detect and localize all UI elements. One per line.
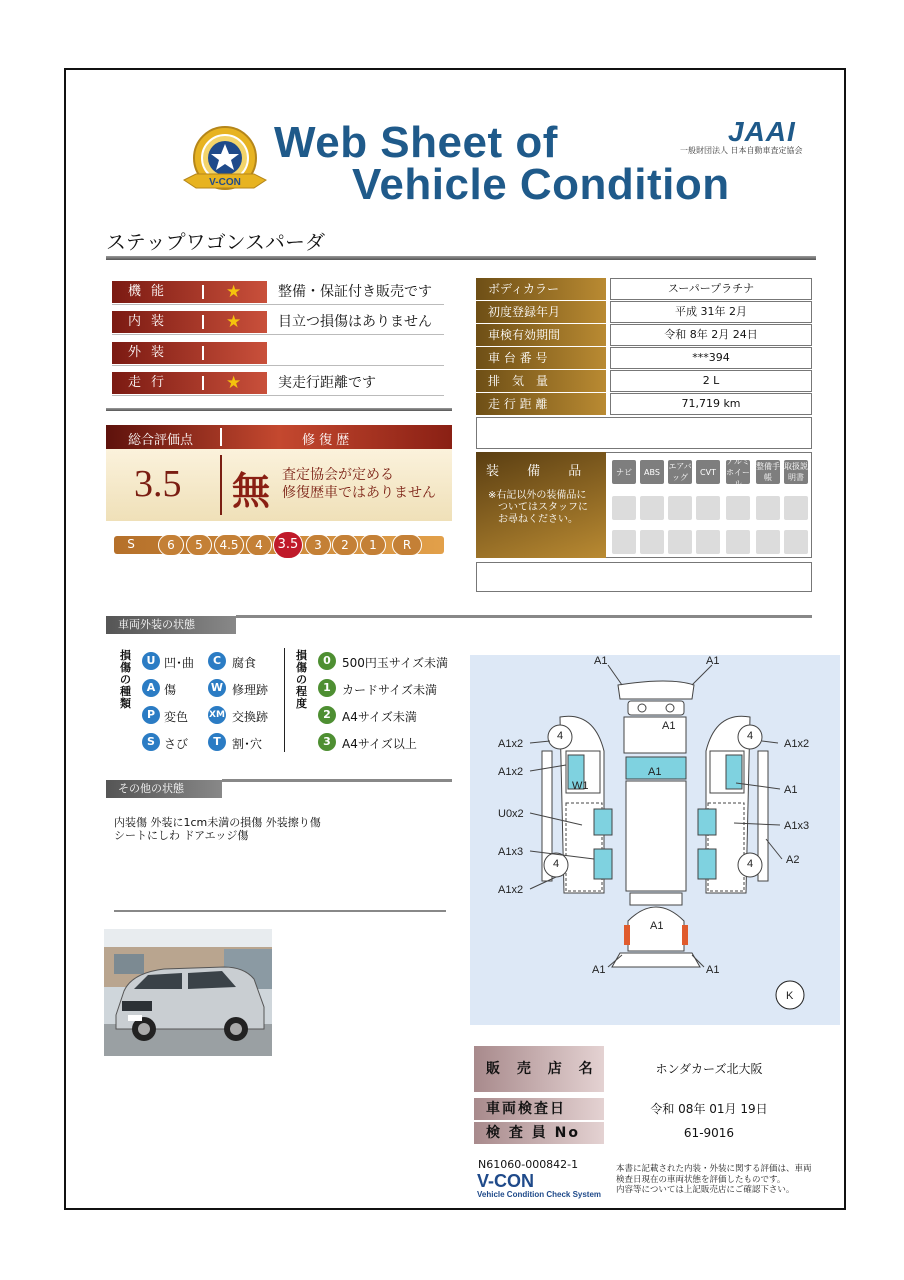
other-condition-line2: シートにしわ ドアエッジ傷 — [114, 829, 249, 842]
svg-text:4: 4 — [746, 730, 754, 742]
vcon-logo: V-CON — [477, 1171, 535, 1191]
function-row — [112, 281, 444, 303]
code-c: C — [208, 652, 226, 670]
info-row — [476, 393, 812, 415]
overall-score: 3.5 — [134, 463, 182, 505]
code-u: U — [142, 652, 160, 670]
star-icon: ★ — [226, 312, 242, 332]
mileage-text: 実走行距離です — [278, 375, 376, 391]
code-a: A — [142, 679, 160, 697]
chassis-value: ***394 — [610, 347, 812, 369]
other-condition-line1: 内装傷 外装に1cm未満の損傷 外装擦り傷 — [114, 816, 321, 829]
shop-value: ホンダカーズ北大阪 — [606, 1046, 812, 1092]
divider — [106, 256, 816, 260]
diag-a1-bottom-right: A1 — [706, 964, 720, 976]
info-row — [476, 324, 812, 346]
inspection-value: 令和 8年 2月 24日 — [610, 324, 812, 346]
repair-mark: 無 — [232, 468, 271, 513]
inspect-date-value: 令和 08年 01月 19日 — [606, 1098, 812, 1120]
code-s: S — [142, 733, 160, 751]
blank-box — [476, 562, 812, 592]
diag-a1-top-right: A1 — [706, 655, 720, 667]
damage-diagram — [470, 655, 840, 1025]
mileage-info-value: 71,719 km — [610, 393, 812, 415]
equip-alloy: アルミホイール — [726, 456, 750, 488]
inspect-date-row — [474, 1098, 812, 1120]
evaluation-header — [106, 425, 452, 449]
damage-type-label: 損傷の種類 — [120, 649, 131, 710]
diag-w1: W1 — [572, 780, 589, 792]
scale-item: 6 — [158, 534, 184, 556]
sheet-title-line1: Web Sheet of — [274, 118, 558, 167]
equip-manual-book: 整備手帳 — [756, 462, 780, 482]
diag-a1x2-left-mid: A1x2 — [498, 766, 524, 778]
scale-item: 5 — [186, 534, 212, 556]
repair-text: 査定協会が定める 修復歴車ではありません — [282, 467, 436, 501]
inspector-row — [474, 1122, 812, 1144]
diag-a1-hood: A1 — [662, 720, 676, 732]
mileage-label: 走行 — [112, 372, 267, 394]
exterior-row — [112, 342, 444, 364]
damage-degree-label: 損傷の程度 — [296, 649, 307, 710]
diag-a1-bottom-left: A1 — [592, 964, 606, 976]
equipment-title: 装 備 品 — [486, 464, 594, 479]
shop-row — [474, 1046, 812, 1092]
svg-text:4: 4 — [556, 730, 564, 742]
diag-a1x2-left-front: A1x2 — [498, 738, 524, 750]
diag-u0x2-left: U0x2 — [498, 808, 524, 820]
diag-a1x2-left-rear: A1x2 — [498, 884, 524, 896]
diag-a2-right: A2 — [786, 854, 800, 866]
degree-2: 2 — [318, 706, 336, 724]
scale-item: S — [127, 537, 135, 551]
inspection-label: 車検有効期間 — [476, 324, 606, 346]
inspector-value: 61-9016 — [606, 1122, 812, 1144]
scale-item: 4.5 — [214, 534, 244, 556]
equipment-note: ※右記以外の装備品に ついてはスタッフに お尋ねください。 — [488, 490, 588, 525]
body-color-value: スーパープラチナ — [610, 278, 812, 300]
exterior-label: 外装 — [112, 342, 267, 364]
first-reg-value: 平成 31年 2月 — [610, 301, 812, 323]
sheet-title-line2: Vehicle Condition — [352, 160, 730, 209]
exterior-section-header: 車両外装の状態 — [106, 616, 236, 634]
code-w: W — [208, 679, 226, 697]
degree-1: 1 — [318, 679, 336, 697]
code-t: T — [208, 733, 226, 751]
org-name: 一般財団法人 日本自動車査定協会 — [680, 146, 803, 155]
first-reg-label: 初度登録年月 — [476, 301, 606, 323]
info-row — [476, 370, 812, 392]
repair-header: 修 復 歴 — [302, 433, 350, 448]
info-row — [476, 301, 812, 323]
mileage-info-label: 走 行 距 離 — [476, 393, 606, 415]
displacement-label: 排 気 量 — [476, 370, 606, 392]
score-header: 総合評価点 — [128, 433, 194, 448]
diag-a1x2-right-front: A1x2 — [784, 738, 810, 750]
interior-label: 内装 — [112, 311, 267, 333]
diag-a1x3-left: A1x3 — [498, 846, 524, 858]
info-row — [476, 278, 812, 300]
chassis-label: 車 台 番 号 — [476, 347, 606, 369]
inspect-date-label: 車両検査日 — [474, 1098, 604, 1120]
degree-3: 3 — [318, 733, 336, 751]
vehicle-name: ステップワゴンスパーダ — [106, 230, 325, 254]
equip-abs: ABS — [640, 460, 664, 484]
diag-a1-rear: A1 — [650, 920, 664, 932]
star-icon: ★ — [226, 373, 242, 393]
interior-row — [112, 311, 444, 333]
displacement-value: 2 L — [610, 370, 812, 392]
star-icon: ★ — [226, 282, 242, 302]
diag-a1-top-left: A1 — [594, 655, 608, 667]
diag-a1-right-mid: A1 — [784, 784, 798, 796]
code-xm: XM — [208, 706, 226, 724]
inspector-label: 検 査 員 No — [474, 1122, 604, 1144]
scale-item: 1 — [360, 534, 386, 556]
scale-item: 3 — [305, 534, 331, 556]
blank-box — [476, 417, 812, 449]
svg-text:4: 4 — [746, 858, 754, 870]
other-section-header: その他の状態 — [106, 780, 222, 798]
scale-item: 2 — [332, 534, 358, 556]
shop-label: 販 売 店 名 — [474, 1046, 604, 1092]
diag-k: K — [786, 990, 794, 1002]
function-text: 整備・保証付き販売です — [278, 284, 432, 300]
jaai-seal-icon — [176, 124, 274, 202]
function-label: 機能 — [112, 281, 267, 303]
jaai-logo: JAAI — [728, 116, 796, 147]
svg-text:4: 4 — [552, 858, 560, 870]
scale-item: 4 — [246, 534, 272, 556]
code-p: P — [142, 706, 160, 724]
equip-cvt: CVT — [696, 460, 720, 484]
equip-instructions: 取扱説明書 — [784, 462, 808, 482]
equip-navi: ナビ — [612, 460, 636, 484]
mileage-row — [112, 372, 444, 394]
document-number: N61060-000842-1 — [478, 1158, 579, 1171]
body-color-label: ボディカラー — [476, 278, 606, 300]
degree-0: 0 — [318, 652, 336, 670]
diag-a1x3-right: A1x3 — [784, 820, 810, 832]
diag-a1-windshield: A1 — [648, 766, 662, 778]
interior-text: 目立つ損傷はありません — [278, 314, 432, 330]
scale-item: R — [392, 534, 422, 556]
disclaimer: 本書に記載された内装・外装に関する評価は、車両 検査日現在の車両状態を評価したものです。 内容等については上記販売店にご確認下さい。 — [616, 1164, 812, 1195]
scale-item-selected: 3.5 — [273, 531, 303, 559]
equip-airbag: エアバッグ — [668, 462, 692, 482]
vehicle-photo — [104, 929, 272, 1056]
svg-text:V-CON: V-CON — [209, 177, 241, 188]
vcon-subtitle: Vehicle Condition Check System — [477, 1190, 602, 1199]
info-row — [476, 347, 812, 369]
